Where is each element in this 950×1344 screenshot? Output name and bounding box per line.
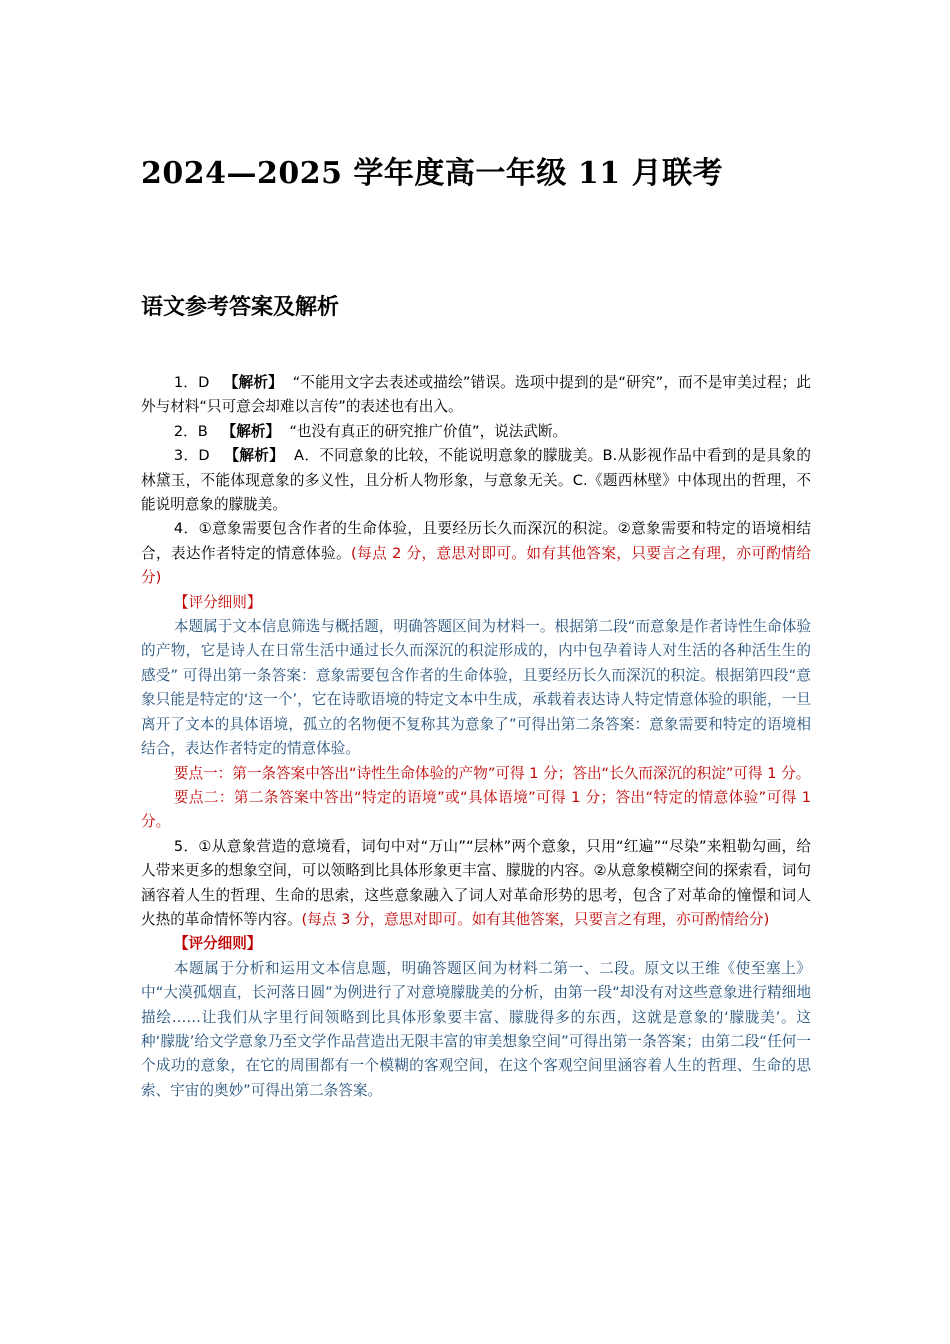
answer-q5-rules-body: 本题属于分析和运用文本信息题，明确答题区间为材料二第一、二段。原文以王维《使至塞上》中“大漠孤烟直，长河落日圆”为例进行了对意境朦胧美的分析，由第一段“却没有对这些意象进行精细地描绘……让我们从字里行间领略到比具体形象要丰富、朦胧得多的东西，这就是意象的‘朦胧美’。这种‘朦胧’给文学意象乃至文学作品营造出无限丰富的审美想象空间”可得出第一条答案；由第二段“任何一个成功的意象，在它的周围都有一个模糊的客观空间，在这个客观空间里涵容着人生的哲理、生命的思索、宇宙的奥妙”可得出第二条答案。 bbox=[141, 959, 811, 1099]
answer-q1 bbox=[141, 371, 811, 420]
answer-q2 bbox=[141, 420, 811, 444]
answer-q4-rules-body: 本题属于文本信息筛选与概括题，明确答题区间为材料一。根据第二段“而意象是作者诗性生命体验的产物，它是诗人在日常生活中通过长久而深沉的积淀形成的，内中包孕着诗人对生活的各种活生生的感受” 可得出第一条答案：意象需要包含作者的生命体验，且要经历长久而深沉的积淀。根据第四段“意象只能是特定的‘这一个’，它在诗歌语境的特定文本中生成，承载着表达诗人特定情意体验的职能，一旦离开了文本的具体语境，孤立的名物便不复称其为意象了”可得出第二条答案：意象需要和特定的语境相结合，表达作者特定的情意体验。 bbox=[141, 618, 811, 758]
answer-q4-point-1: 要点一：第一条答案中答出“诗性生命体验的产物”可得 1 分；答出“长久而深沉的积淀”可得 1 分。 bbox=[173, 764, 811, 782]
answer-q1-number: 1．D bbox=[173, 374, 210, 391]
answer-q4-rules-heading: 【评分细则】 bbox=[173, 593, 262, 611]
answer-q3-tag: 【解析】 bbox=[224, 447, 285, 465]
page-title: 2024—2025 学年度高一年级 11 月联考 bbox=[141, 156, 724, 191]
answer-q1-tag: 【解析】 bbox=[223, 374, 283, 391]
answer-q1-text: “不能用文字去表述或描绘”错误。选项中提到的是“研究”，而不是审美过程；此外与材料“只可意会却难以言传”的表述也有出入。 bbox=[141, 374, 811, 416]
answer-q4-point-2: 要点二：第二条答案中答出“特定的语境”或“具体语境”可得 1 分；答出“特定的情意体验”可得 1 分。 bbox=[141, 788, 811, 831]
answer-q3-number: 3．D bbox=[173, 447, 210, 465]
answer-q5-text: 5．①从意象营造的意境看，词句中对“万山”“层林”两个意象，只用“红遍”“尽染”来粗勒勾画，给人带来更多的想象空间，可以领略到比具体形象更丰富、朦胧的内容。②从意象模糊空间的探索看，词句涵容着人生的哲理、生命的思索，这些意象融入了词人对革命形势的思考，包含了对革命的憧憬和词人火热的革命情怀等内容。 bbox=[141, 837, 811, 928]
answer-q3-text: A．不同意象的比较，不能说明意象的朦胧美。B.从影视作品中看到的是具象的林黛玉，不能体现意象的多义性，且分析人物形象，与意象无关。C.《题西林壁》中体现出的哲理，不能说明意象的朦胧美。 bbox=[141, 447, 811, 514]
page-subtitle: 语文参考答案及解析 bbox=[141, 295, 340, 320]
answer-q5-scoring-note: (每点 3 分，意思对即可。如有其他答案，只要言之有理，亦可酌情给分) bbox=[301, 910, 770, 928]
answer-q3 bbox=[141, 444, 811, 517]
answer-q2-text: “也没有真正的研究推广价值”，说法武断。 bbox=[289, 422, 568, 440]
answer-q2-tag: 【解析】 bbox=[221, 422, 281, 440]
answers-body bbox=[141, 371, 811, 1103]
answer-q4-text: 4．①意象需要包含作者的生命体验，且要经历长久而深沉的积淀。②意象需要和特定的语境相结合，表达作者特定的情意体验。 bbox=[141, 520, 811, 562]
answer-q5 bbox=[141, 835, 811, 933]
answer-q2-number: 2．B bbox=[173, 422, 208, 440]
answer-q4-scoring-note: (每点 2 分，意思对即可。如有其他答案，只要言之有理，亦可酌情给分) bbox=[141, 544, 811, 587]
answer-q5-rules-heading: 【评分细则】 bbox=[173, 935, 262, 953]
answer-q4 bbox=[141, 517, 811, 590]
